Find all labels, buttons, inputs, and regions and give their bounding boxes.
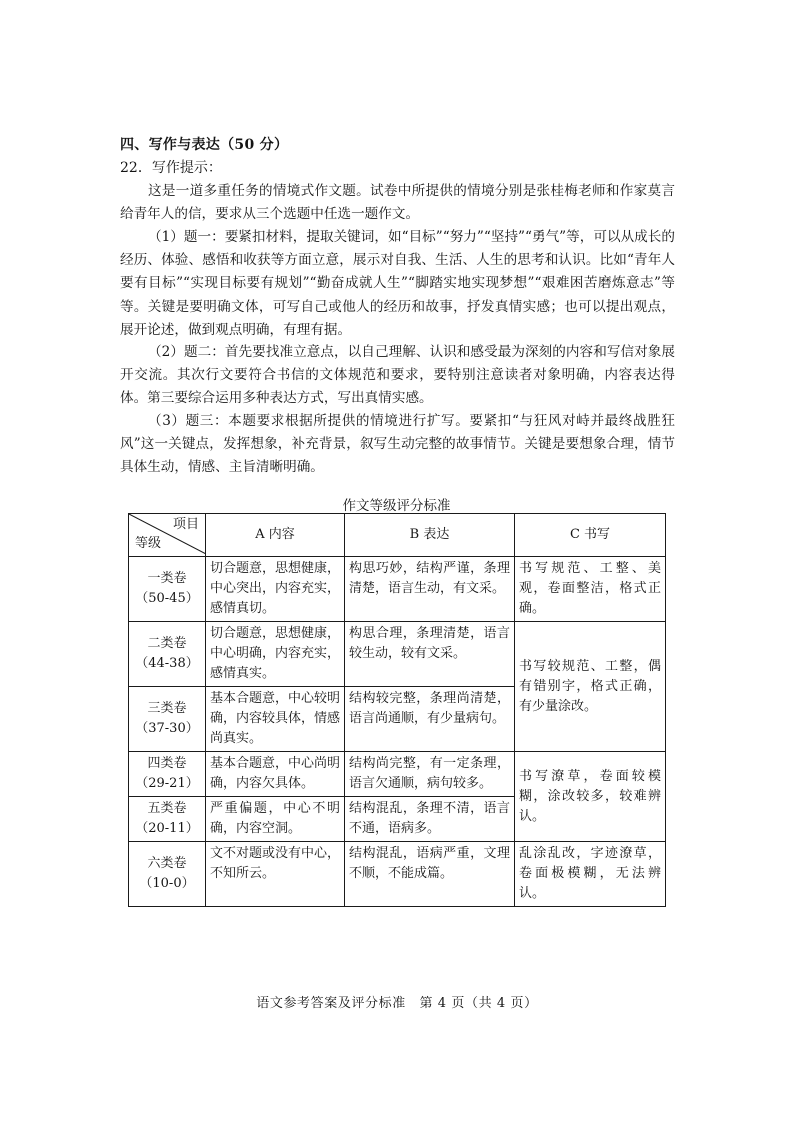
table-corner-cell <box>129 514 206 557</box>
grade-cell <box>129 622 206 687</box>
grading-table <box>128 513 666 907</box>
grade-name: 六类卷 <box>147 856 187 871</box>
corner-label-item: 项目 <box>172 517 199 532</box>
grade-name: 三类卷 <box>147 701 187 716</box>
grade-name: 四类卷 <box>147 756 187 771</box>
section-title: 四、写作与表达（50 分） <box>120 137 289 153</box>
header-writing: C 书写 <box>515 514 666 557</box>
table-row <box>129 622 666 687</box>
table-row <box>129 842 666 907</box>
topic1-paragraph: （1）题一：要紧扣材料，提取关键词，如“目标”“努力”“坚持”“勇气”等，可以从成长的经历、体验、感悟和收获等方面立意，展示对自我、生活、人生的思考和认识。比如“青年人要有目标”“实现目标要有规划”“勤奋成就人生”“脚踏实地实现梦想”“艰难困苦磨炼意志”等等。关键是要明确文体，可写自己或他人的经历和故事，抒发真情实感；也可以提出观点，展开论述，做到观点明确，有理有据。 <box>120 229 675 338</box>
grade-range: （20-11） <box>135 821 199 836</box>
writing-criteria: 乱涂乱改，字迹潦草，卷面极模糊，无法辨认。 <box>515 842 666 907</box>
table-caption: 作文等级评分标准 <box>342 498 451 514</box>
header-expression: B 表达 <box>345 514 515 557</box>
grade-cell <box>129 797 206 842</box>
expression-criteria: 构思巧妙，结构严谨，条理清楚，语言生动，有文采。 <box>345 557 515 622</box>
grade-range: （37-30） <box>135 721 199 736</box>
grade-range: （50-45） <box>135 591 199 606</box>
topic2-paragraph: （2）题二：首先要找准立意点，以自己理解、认识和感受最为深刻的内容和写信对象展开交流。其次行文要符合书信的文体规范和要求，要特别注意读者对象明确，内容表达得体。第三要综合运用多种表达方式，写出真情实感。 <box>120 344 675 407</box>
grade-range: （44-38） <box>135 656 199 671</box>
grade-name: 五类卷 <box>147 801 187 816</box>
page-footer: 语文参考答案及评分标准 第 4 页（共 4 页） <box>256 996 538 1011</box>
grade-cell <box>129 687 206 752</box>
grade-cell <box>129 842 206 907</box>
writing-criteria: 书写规范、工整、美观，卷面整洁，格式正确。 <box>515 557 666 622</box>
grade-range: （10-0） <box>139 876 195 891</box>
content-criteria: 文不对题或没有中心，不知所云。 <box>206 842 345 907</box>
topic3-paragraph: （3）题三：本题要求根据所提供的情境进行扩写。要紧扣“与狂风对峙并最终战胜狂风”这一关键点，发挥想象，补充背景，叙写生动完整的故事情节。关键是要想象合理，情节具体生动，情感、主旨清晰明确。 <box>120 413 675 476</box>
writing-criteria: 书写潦草，卷面较模糊，涂改较多，较难辨认。 <box>515 752 666 842</box>
expression-criteria: 结构较完整，条理尚清楚，语言尚通顺，有少量病句。 <box>345 687 515 752</box>
corner-label-grade: 等级 <box>135 536 162 551</box>
table-row <box>129 752 666 797</box>
grade-name: 二类卷 <box>147 636 187 651</box>
content-criteria: 严重偏题，中心不明确，内容空洞。 <box>206 797 345 842</box>
grade-cell <box>129 557 206 622</box>
expression-criteria: 结构尚完整，有一定条理，语言欠通顺，病句较多。 <box>345 752 515 797</box>
grade-range: （29-21） <box>135 776 199 791</box>
grade-cell <box>129 752 206 797</box>
table-header-row <box>129 514 666 557</box>
question-number: 22．写作提示： <box>120 160 222 176</box>
expression-criteria: 结构混乱，条理不清，语言不通，语病多。 <box>345 797 515 842</box>
expression-criteria: 构思合理，条理清楚，语言较生动，较有文采。 <box>345 622 515 687</box>
content-criteria: 切合题意，思想健康，中心突出，内容充实，感情真切。 <box>206 557 345 622</box>
expression-criteria: 结构混乱，语病严重，文理不顺，不能成篇。 <box>345 842 515 907</box>
table-row <box>129 557 666 622</box>
content-criteria: 基本合题意，中心较明确，内容较具体，情感尚真实。 <box>206 687 345 752</box>
header-content: A 内容 <box>206 514 345 557</box>
writing-criteria: 书写较规范、工整，偶有错别字，格式正确，有少量涂改。 <box>515 622 666 752</box>
grade-name: 一类卷 <box>147 571 187 586</box>
content-criteria: 基本合题意，中心尚明确，内容欠具体。 <box>206 752 345 797</box>
intro-paragraph: 这是一道多重任务的情境式作文题。试卷中所提供的情境分别是张桂梅老师和作家莫言给青年人的信，要求从三个选题中任选一题作文。 <box>120 183 675 223</box>
content-criteria: 切合题意，思想健康，中心明确，内容充实，感情真实。 <box>206 622 345 687</box>
